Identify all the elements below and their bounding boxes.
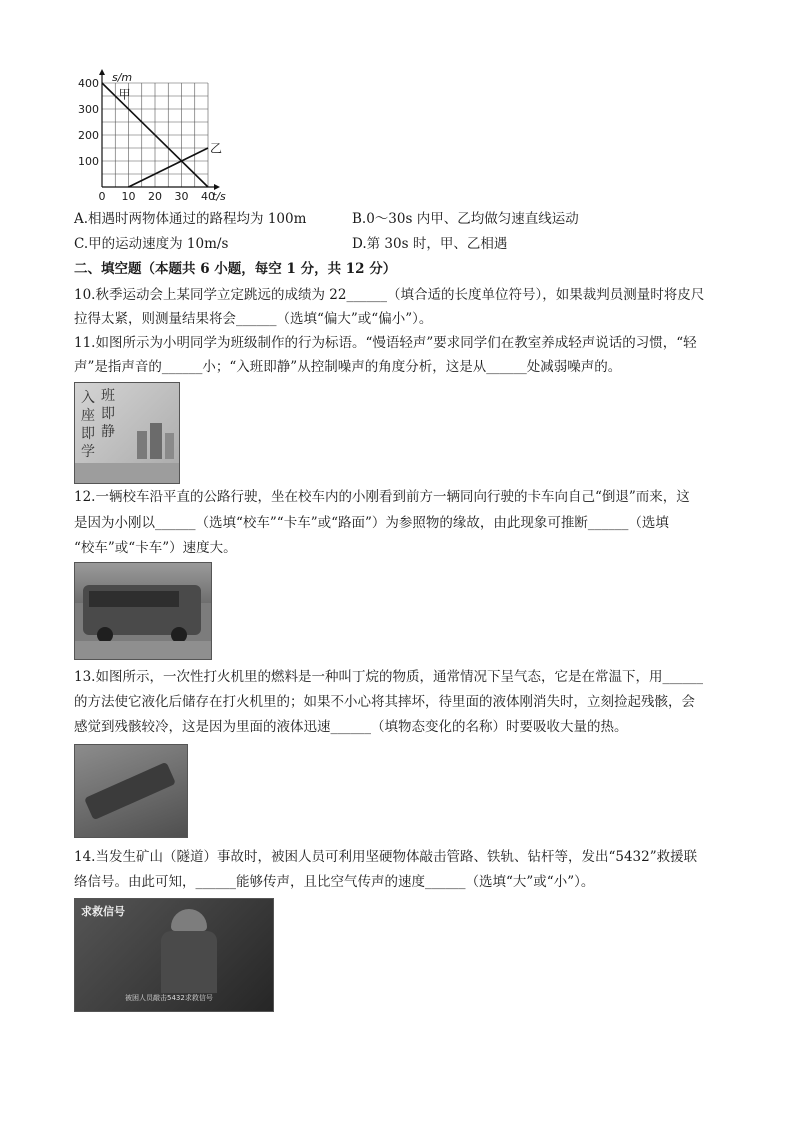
series-label: 甲 [118, 87, 131, 102]
building-icon [165, 433, 174, 459]
rescue-signal-image [74, 898, 274, 1012]
sign-char: 静 [101, 424, 115, 440]
q11-line-2: 声”是指声音的______小；“入班即静”从控制噪声的角度分析，这是从______处减弱噪声的。 [74, 359, 622, 375]
x-tick-label: 30 [174, 190, 189, 203]
series-label: 乙 [210, 141, 223, 156]
q12-line-3: “校车”或“卡车”）速度大。 [74, 540, 237, 556]
x-tick-label: 20 [148, 190, 162, 203]
x-tick-label: 40 [201, 190, 215, 203]
option-d: D.第 30s 时，甲、乙相遇 [352, 236, 508, 252]
x-axis-label: t/s [212, 190, 226, 203]
x-tick-label: 10 [121, 190, 136, 203]
y-tick-label: 300 [78, 103, 99, 116]
q10-line-1: 10.秋季运动会上某同学立定跳远的成绩为 22______（填合适的长度单位符号），如果裁判员测量时将皮尺 [74, 287, 705, 303]
y-tick-label: 100 [78, 155, 99, 168]
building-icon [150, 423, 162, 459]
s-t-chart [70, 62, 235, 207]
miner-figure [161, 931, 217, 993]
option-a: A.相遇时两物体通过的路程均为 100m [74, 211, 307, 227]
q14-line-2: 络信号。由此可知，______能够传声，且比空气传声的速度______（选填“大”或“小”）。 [74, 874, 595, 890]
q13-line-1: 13.如图所示，一次性打火机里的燃料是一种叫丁烷的物质，通常情况下呈气态，它是在常温下，用______ [74, 669, 703, 685]
sign-char: 即 [101, 406, 115, 422]
building-icon [137, 431, 147, 459]
q14-line-1: 14.当发生矿山（隧道）事故时，被困人员可利用坚硬物体敲击管路、铁轨、钻杆等，发出“5432”救援联 [74, 849, 698, 865]
option-c: C.甲的运动速度为 10m/s [74, 236, 229, 252]
image-title: 求救信号 [81, 905, 125, 918]
sign-char: 入 [81, 390, 95, 406]
y-axis-arrow [99, 69, 105, 75]
q12-line-2: 是因为小刚以______（选填“校车”“卡车”或“路面”）为参照物的缘故，由此现象可推断______（选填 [74, 515, 669, 531]
q10-line-2: 拉得太紧，则测量结果将会______（选填“偏大”或“偏小”）。 [74, 311, 433, 327]
y-axis-label: s/m [112, 71, 133, 84]
y-tick-label: 200 [78, 129, 99, 142]
q11-line-1: 11.如图所示为小明同学为班级制作的行为标语。“慢语轻声”要求同学们在教室养成轻声说话的习惯，“轻 [74, 335, 697, 351]
school-bus-image [74, 562, 212, 660]
option-b: B.0～30s 内甲、乙均做匀速直线运动 [352, 211, 579, 227]
q13-line-2: 的方法使它液化后储存在打火机里的；如果不小心将其摔坏，待里面的液体刚消失时，立刻捡起残骸，会 [74, 694, 695, 710]
sign-char: 班 [101, 388, 115, 404]
section-heading: 二、填空题（本题共 6 小题，每空 1 分，共 12 分） [74, 261, 397, 277]
sign-char: 座 [81, 408, 95, 424]
slogan-sign-image [74, 382, 180, 484]
x-tick-label: 0 [98, 190, 106, 203]
sign-char: 学 [81, 444, 95, 460]
q12-line-1: 12.一辆校车沿平直的公路行驶，坐在校车内的小刚看到前方一辆同向行驶的卡车向自己“倒退”而来，这 [74, 489, 690, 505]
image-caption: 被困人员敲击5432求救信号 [125, 994, 213, 1002]
q13-line-3: 感觉到残骸较冷，这是因为里面的液体迅速______（填物态变化的名称）时要吸收大量的热。 [74, 719, 628, 735]
y-tick-label: 400 [78, 77, 99, 90]
sign-char: 即 [81, 426, 95, 442]
lighter-image [74, 744, 188, 838]
